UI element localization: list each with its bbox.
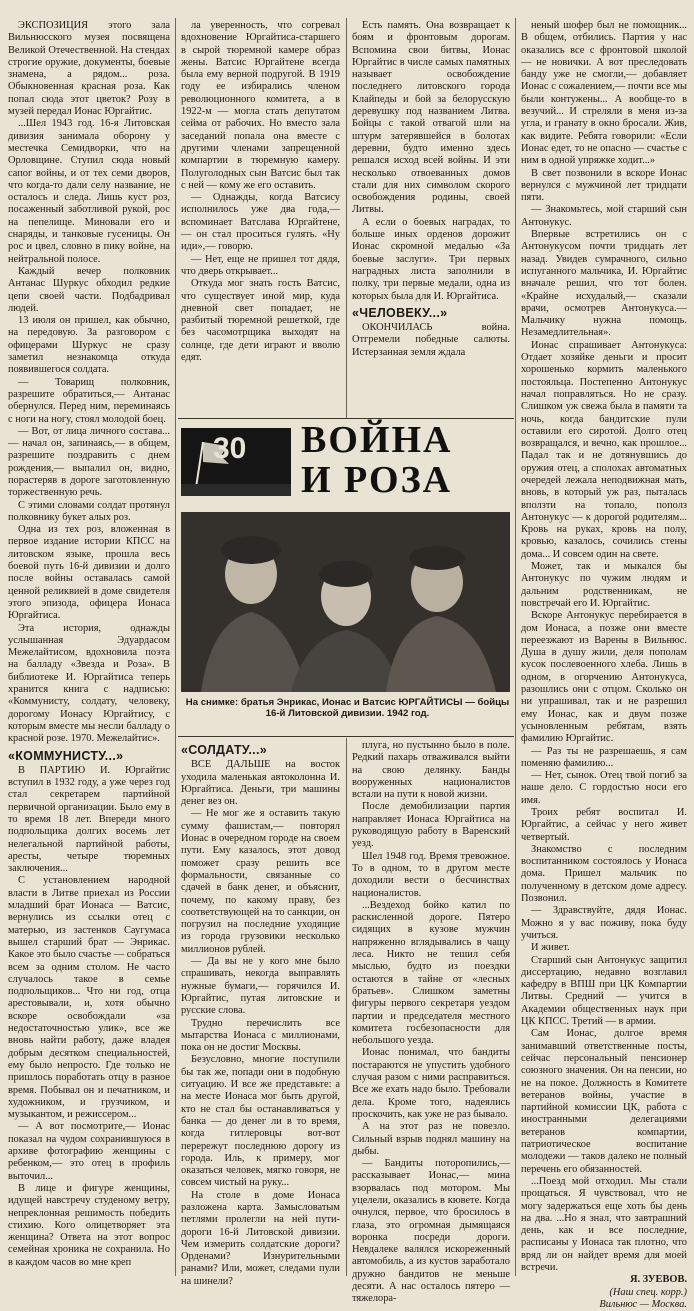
paragraph: В ПАРТИЮ И. Юргайтис вступил в 1932 году, а уже через год стал секретарем партийной первичной организации. Было ему в то время 18 лет. Впереди много подпольщика долгих восемь лет нелегальной партийной работы, аресты, четыре тюремных заключения...	[8, 764, 170, 875]
paragraph: С установлением народной власти в Литве приехал из России младший брат Ионаса — Ватсис, вернулись из ссылки отец с матерью, из застенков Саугумаса вышел старший брат — Энрикас. Какое это было счастье — собраться всем за одним столом. Не часто случалось такое в семье подпольщиков... Что ни год, отца арестовывали, и, хотя обычно вскоре освобождали «за недостаточностью улик», все же вновь найти работу, даже владея добрым десятком специальностей, ему было непросто. Где только не пришлось поработать отцу в разное время. Побывал он и печатником, и художником, и грузчиком, и музыкантом, и режиссером...	[8, 875, 170, 1121]
paragraph: ...Шел 1943 год. 16-я Литовская дивизия занимала оборону у местечка Семидворки, что на Орловщине. Ступил сюда новый сапог войны, и от тех семи дворов, что когда-то дали селу название, не осталось и следа. Лишь куст роз, посаженный заботливой рукой, рос на пепелище. Миновали его и снаряды, и танковые гусеницы. Он рос и цвел, словно в пику войне, на нейтральной полосе.	[8, 118, 170, 265]
article-column-2-bottom	[181, 740, 340, 1287]
brothers-photo	[181, 512, 510, 692]
paragraph: А на этот раз не повезло. Сильный взрыв поднял машину на дыбы.	[352, 1121, 510, 1157]
paragraph: ла уверенность, что согревал вдохновение Юргайтиса-старшего в сырой тюремной камере образ жены. Ватсис Юргайтене всегда была ему верной подругой. В 1919 году ее избирались членом революционного комитета, а в 1922-м — могла стать депутатом сейма от рабочих. Но вместо зала заседаний попала она вместе с другими членами запрещенной компартии в тюремную камеру. Полуголодных сын Ватсис был так с ней — кому же его оставить.	[181, 20, 340, 191]
column-rule	[175, 18, 176, 1276]
paragraph: — Товарищ полковник, разрешите обратиться,— Антанас обернулся. Перед ним, переминаясь с ноги на ногу, стоял молодой боец.	[8, 376, 170, 425]
column-rule	[515, 18, 516, 1276]
paragraph: Безусловно, многие поступили бы так же, попади они в подобную ситуацию. И все же представьте: а на месте Ионаса мог быть другой, кто не стал бы останавливаться у банка — до денег ли в то время, когда гитлеровцы вот-вот перережут последнюю дорогу из города. Иль, к примеру, мог оказаться человек, мягко говоря, не совсем чистый на руку...	[181, 1054, 340, 1189]
subheading-soldier: «СОЛДАТУ...»	[181, 743, 267, 757]
paragraph: В лице и фигуре женщины, идущей навстречу студеному ветру, непреклонная решимость победить стихию. Кого олицетворяет эта женщина? Ответа на этот вопрос семейная хроника не сохранила. Но в каждом часов во мне креп	[8, 1182, 170, 1268]
dateline: Вильнюс — Москва.	[599, 1298, 687, 1310]
headline-line-2: И РОЗА	[301, 459, 453, 501]
paragraph: — Да вы не у кого мне было спрашивать, некогда выправлять нужные бумаги,— горячился И. Юргайтис, путая литовские и русские слова.	[181, 956, 340, 1017]
paragraph: — Нет, еще не пришел тот дядя, что дверь открывает...	[181, 253, 340, 277]
paragraph: — Бандиты поторопились,— рассказывает Ионас,— мина взорвалась под мотором. Мы уцелели, оказались в кювете. Когда очнулся, первое, что бросилось в глаза, это огромная дымящаяся воронка посреди дороги. Невдалеке валялся искореженный автомобиль, а из кустов заработало дружно бандитов не меньше десяти. А нас осталось пятеро — тяжелора-	[352, 1158, 510, 1305]
paragraph: — Вот, от лица личного состава...— начал он, запинаясь,— в общем, разрешите поздравить с днем рождения,— выпалил он, видно, порастеряв в дороге заготовленную торжественную речь.	[8, 425, 170, 499]
paragraph: Одна из тех роз, вложенная в первое издание истории КПСС на литовском языке, прошла весь боевой путь 16-й дивизии и долго после войны оставалась самой ценной реликвией в доме свидетеля этого эпизода, офицера Ионаса Юргайтиса.	[8, 524, 170, 622]
photo-caption: На снимке: братья Энрикас, Ионас и Ватсис ЮРГАЙТИСЫ — бойцы 16-й Литовской дивизии. 1942 год.	[185, 697, 510, 719]
subheading-person: «ЧЕЛОВЕКУ...»	[352, 305, 448, 320]
paragraph: Вскоре Антонукус перебирается в дом Ионаса, а позже они вместе переезжают из Варены в Вильнюс. Душа в душу жили, деля пополам кусок послевоенного хлеба. Лишь в одном, в огорчению Антонукуса, разошлись они с отцом. Сколько он ни упрашивал, так и не разрешил ему Ионас, как и двум позже усыновленным ребятам, взять фамилию Юргайтис.	[521, 610, 687, 745]
paragraph: Есть память. Она возвращает к боям и фронтовым дорогам. Вспомина свои битвы, Ионас Юргайтис в числе самых памятных называет освобождение последнего литовского города Клайпеды и бой за белорусскую деревушку под названием Литва. Бойцы с такой отвагой шли на штурм затерявшейся в болотах деревни, будто именно здесь решался исход всей войны. И эти несколько отвоеванных домов стали для них символом скорого освобождения родины, своей Литвы.	[352, 20, 510, 216]
paragraph: Каждый вечер полковник Антанас Шуркус обходил редкие цепи своей части. Подбадривал людей.	[8, 265, 170, 314]
paragraph: — Однажды, когда Ватсису исполнилось уже два года,— вспоминает Ватслава Юргайтене,— он стал проситься гулять. «Ну иди»,— говорю.	[181, 192, 340, 253]
paragraph: ВСЕ ДАЛЬШЕ на восток уходила маленькая автоколонна И. Юргайтиса. Деньги, три машины денег вез он.	[181, 759, 340, 808]
column-rule	[346, 738, 347, 1276]
paragraph: После демобилизации партия направляет Ионаса Юргайтиса на руководящую работу в Варенский уезд.	[352, 801, 510, 850]
paragraph: — Здравствуйте, дядя Ионас. Можно я у вас поживу, пока буду учиться.	[521, 905, 687, 941]
paragraph: Сам Ионас, долгое время занимавший ответственные посты, сейчас персональный пенсионер союзного значения. Он на пенсии, но не на покое. Должность в Комитете ветеранов войны, участие в партийной комиссии ЦК, работа с иностранными делегациями ветеранов компартии, патриотическое воспитание молодежи — таков далеко не полный перечень его обязанностей.	[521, 1028, 687, 1175]
paragraph: На столе в доме Ионаса разложена карта. Замысловатым петлями пролегли на ней пути-дороги 16-й Литовской дивизии. Чем измерить солдатские дороги? Орденами? Изнурительными ранами? Или, может, следами пули на шинели?	[181, 1189, 340, 1287]
paragraph: ЭКСПОЗИЦИЯ этого зала Вильнюсского музея посвящена Великой Отечественной. На стендах строгие оружие, документы, боевые знамена, а рядом... роза. Обыкновенная красная роза. Как попал сюда этот цветок? Розу в музей передал Ионас Юргайтис.	[8, 20, 170, 118]
paragraph: Трудно перечислить все мытарства Ионаса с миллионами, пока он не достиг Москвы.	[181, 1017, 340, 1054]
paragraph: Откуда мог знать гость Ватсис, что существует иной мир, куда дневной свет попадает, не разбитый тюремной решеткой, где без часомотрщика выходят на солнце, где дети играют и вволю едят.	[181, 278, 340, 364]
article-masthead	[181, 420, 516, 505]
paragraph: ...Вездеход бойко катил по раскисленной дороге. Пятеро сидящих в кузове мужчин напряженно вглядывались в чащу леса. Никто не тешил себя мыслью, будто из поездки остаются в тайне от «лесных братьев». Слишком заметны фигуры первого секретаря уездом партии и председателя местного комитета госбезопасности для небольшого уезда.	[352, 899, 510, 1047]
paragraph: — Раз ты не разрешаешь, я сам поменяю фамилию...	[521, 745, 687, 769]
anniversary-number: 30	[213, 432, 247, 465]
paragraph: Может, так и мыкался бы Антонукус по чужим людям и дальним родственникам, не повстречай его И. Юргайтис.	[521, 561, 687, 609]
caption-rule	[178, 736, 514, 737]
headline-title	[301, 420, 452, 500]
paragraph: — Не мог же я оставить такую сумму фашистам,— повторял Ионас в очередном городе на своем пути. Ему казалось, этот довод поможет сразу решить все формальности, связанные со сдачей в банк денег, и объяснит, почему, по какому праву, без соответствующей на то санкции, он погрузил на последние уходящие из города грузовики несколько миллионов рублей.	[181, 808, 340, 955]
headline-line-1: ВОЙНА	[301, 419, 453, 461]
paragraph: С этими словами солдат протянул полковнику букет алых роз.	[8, 499, 170, 523]
paragraph: Впервые встретились он с Антонукусом почти тридцать лет назад. Увидев сумрачного, сильно испуганного мальчика, И. Юргайтис вначале решил, что тот болен. «Крайне исхудалый,— сказали врачи, осмотрев Антонукуса.— Мальчику нужна помощь. Незамедлительная».	[521, 229, 687, 339]
column-rule	[346, 18, 347, 418]
article-column-3-bottom	[352, 740, 510, 1305]
paragraph: — Нет, сынок. Отец твой погиб за наше дело. С гордостью носи его имя.	[521, 770, 687, 806]
article-column-3-top	[352, 20, 510, 420]
paragraph: Знакомство с последним воспитанником состоялось у Ионаса дома. Пришел мальчик по полученному в детском доме адресу. Позвонил.	[521, 843, 687, 905]
paragraph: Троих ребят воспитал И. Юргайтис, а сейчас у него живет четвертый.	[521, 807, 687, 843]
paragraph: Ионас спрашивает Антонукуса: Отдает хозяйке деньги и просит хорошенько кормить маленького постояльца. Постепенно Антонукус начал поправляться. Но не сразу. Слишком уж свежа была в памяти та ночь, когда бандитские пули оставили его сиротой. Долго отец возвращался, и вечно, как прошлое... Падал так и не дотянувшись до оружия отец, а сполохах автоматных очередей лежала неподвижная мать, вновь, в который уж раз, пыталась вползти на топало, пополз Антонукус — к дорогой родителям... Кровь на руках, кровь на полу, кровью, казалось, сочились стены дома... И совсем один на свете.	[521, 339, 687, 560]
paragraph: А если о боевых наградах, то больше иных орденов дорожит Ионас скромной медалью «За боевые заслуги». Три первых наградных листа заполнили в полку, три первые медали, одна из которых была для И. Юргайтиса.	[352, 216, 510, 302]
paragraph: Эта история, однажды услышанная Эдуардасом Межелайтисом, вдохновила поэта на балладу «Звезда и Роза». В библиотеке И. Юргайтиса теперь хранится книга с надписью: «Коммунисту, солдату, человеку, дорогому Ионасу Юргайтису, с которым вместе мы несли балладу о красной розе. 1970. Межелайтис».	[8, 622, 170, 745]
anniversary-badge	[181, 428, 291, 496]
paragraph: В свет позвонили в вскоре Ионас вернулся с мужчиной лет тридцати пяти.	[521, 167, 687, 204]
paragraph: ОКОНЧИЛАСЬ война. Отгремели победные салюты. Истерзанная земля ждала	[352, 322, 510, 358]
author-role: (Наш спец. корр.)	[609, 1286, 687, 1298]
paragraph: Старший сын Антонукус защитил диссертацию, недавно возглавил кафедру в ВПШ при ЦК Компартии Литвы. Средний — учится в Академии общественных наук при ЦК КПСС. Третий — в армии.	[521, 954, 687, 1028]
paragraph: Шел 1948 год. Время тревожное. То в одном, то в другом месте доходили вести о бесчинствах националистов.	[352, 850, 510, 899]
paragraph: плуга, но пустынно было в поле. Редкий пахарь отваживался выйти на свою делянку. Банды вооруженных националистов встали на пути к новой жизни.	[352, 740, 510, 801]
subheading-communist: «КОММУНИСТУ...»	[8, 748, 124, 763]
paragraph: неный шофер был не помощник... В общем, отбились. Партия у нас оказались все с фронтовой школой — не новички. А вот преследовать банду уже не смогли,— добавляет Ионас с сожалением,— почти все мы были контужены... А вообще-то в везучий... И стреляли в меня из-за угла, и гранату в окно бросали. Жив, как видите. Ребята говорили: «Если Ионас едет, то не опасно — счастье с ним в одной упряжке ходит...»	[521, 20, 687, 167]
paragraph: 13 июля он пришел, как обычно, на передовую. За разговором с офицерами Шуркус не сразу заметил незнакомца откуда появившегося солдата.	[8, 315, 170, 376]
paragraph: Ионас понимал, что бандиты постараются не упустить удобного случая разом с ними расправиться. Все же ехать надо было. Требовали дела. Кроме того, надеялись проскочить, как уже не раз бывало.	[352, 1047, 510, 1120]
photo-image	[181, 512, 510, 692]
author-signature: Я. ЗУЕВОВ.	[629, 1274, 687, 1286]
article-column-1	[8, 20, 170, 1270]
article-column-4	[521, 20, 687, 1310]
article-column-2-top	[181, 20, 340, 420]
paragraph: И живет.	[531, 942, 570, 954]
paragraph: ...Поезд мой отходил. Мы стали прощаться. Я чувствовал, что не могу задержаться еще хоть бы день на два. ...Но я знал, что завтрашний день, как и все последние, расписаны у Ионаса так плотно, что вряд ли он найдет время для моей встречи.	[521, 1175, 687, 1273]
paragraph: — А вот посмотрите,— Ионас показал на чудом сохранившуюся в архиве фотографию женщины с ребенком,— это отец в профиль выточил...	[8, 1121, 170, 1182]
paragraph: — Знакомьтесь, мой старший сын Антонукус.	[521, 204, 687, 228]
